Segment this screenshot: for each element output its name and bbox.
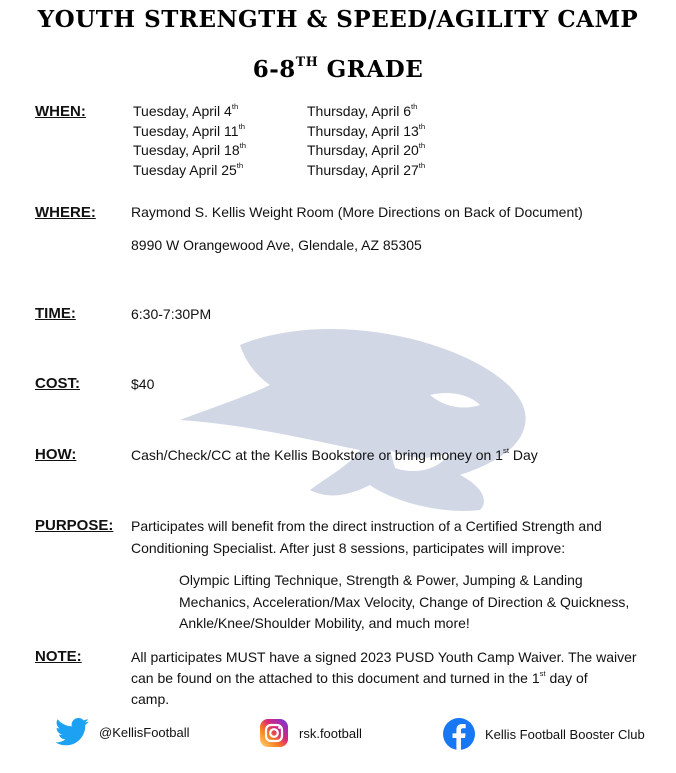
date-item: Tuesday April 25th [133,160,244,178]
instagram-icon [259,718,289,748]
twitter-icon [55,718,89,746]
date-item: Thursday, April 20th [307,141,426,158]
panther-watermark-icon [160,300,540,520]
page-title: YOUTH STRENGTH & SPEED/AGILITY CAMP [37,6,639,33]
date-item: Tuesday, April 18th [133,141,247,158]
facebook-name: Kellis Football Booster Club [485,726,645,742]
purpose-label: PURPOSE: [35,517,114,534]
instagram-handle: rsk.football [299,725,362,741]
date-item: Tuesday, April 11th [133,121,245,139]
when-label: WHEN: [35,103,86,120]
purpose-line: Conditioning Specialist. After just 8 sessions, participates will improve: [131,540,566,556]
time-label: TIME: [35,305,76,322]
purpose-line: Participates will benefit from the direct instruction of a Certified Strength and [131,518,602,534]
purpose-list: Olympic Lifting Technique, Strength & Power, Jumping & Landing [179,572,583,588]
twitter-handle: @KellisFootball [99,724,190,740]
how-value: Cash/Check/CC at the Kellis Bookstore or bring money on 1st Day [131,446,538,463]
date-item: Thursday, April 13th [307,121,426,139]
cost-value: $40 [131,376,155,392]
date-item: Tuesday, April 4th [133,102,239,119]
purpose-list: Mechanics, Acceleration/Max Velocity, Change of Direction & Quickness, [179,594,630,610]
tuesday-dates [133,102,246,180]
how-label: HOW: [35,446,77,463]
grade-title: 6-8TH GRADE [252,54,424,83]
cost-label: COST: [35,375,80,392]
note-line: camp. [131,691,170,707]
where-location: Raymond S. Kellis Weight Room (More Directions on Back of Document) [131,204,583,220]
time-value: 6:30-7:30PM [131,306,212,322]
facebook-icon [443,718,475,750]
note-line: can be found on the attached to this document and turned in the 1st day of [131,669,588,686]
note-label: NOTE: [35,648,82,665]
date-item: Thursday, April 6th [307,102,418,119]
where-label: WHERE: [35,204,96,221]
facebook-link[interactable] [443,718,645,750]
purpose-list: Ankle/Knee/Shoulder Mobility, and much more! [179,615,470,631]
instagram-link[interactable] [259,718,362,748]
twitter-link[interactable] [55,718,190,746]
where-address: 8990 W Orangewood Ave, Glendale, AZ 85305 [131,237,422,253]
date-item: Thursday, April 27th [307,160,426,178]
note-line: All participates MUST have a signed 2023 PUSD Youth Camp Waiver. The waiver [131,649,637,665]
thursday-dates [307,102,425,180]
